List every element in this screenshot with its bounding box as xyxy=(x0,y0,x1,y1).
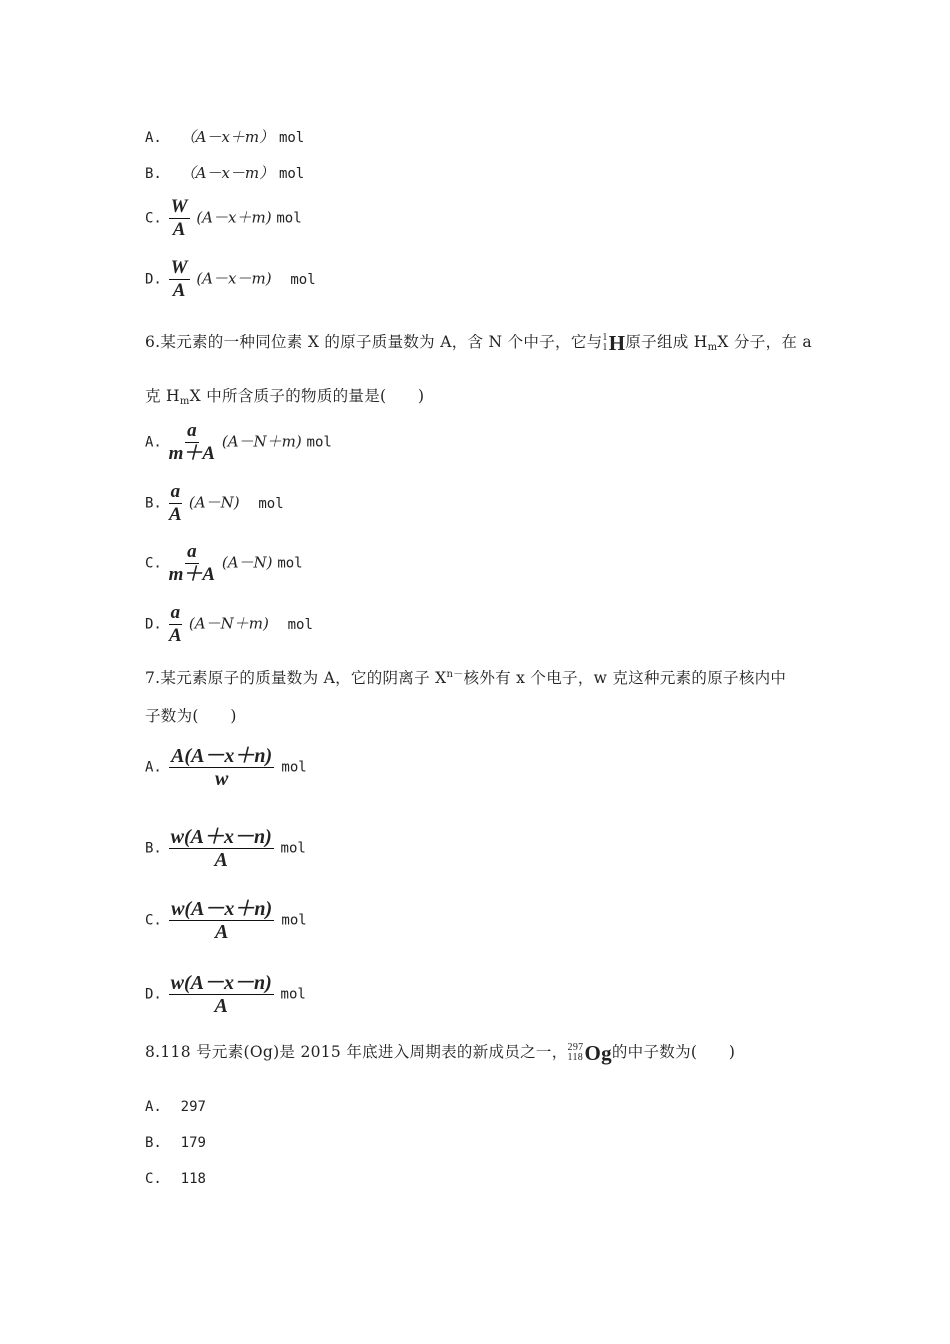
fraction-numerator: A(A－x＋n) xyxy=(171,745,273,767)
option-unit: mol xyxy=(281,912,307,929)
fraction-numerator: a xyxy=(170,481,181,502)
fraction-numerator: a xyxy=(187,541,197,562)
option-value: 118 xyxy=(180,1171,206,1187)
option-letter: B. xyxy=(145,166,162,182)
q7-option-b xyxy=(145,826,306,871)
option-unit: mol xyxy=(280,840,306,857)
q7-option-a xyxy=(145,745,307,790)
stem-text: 6.某元素的一种同位素 X 的原子质量数为 A，含 N 个中子，它与 xyxy=(145,333,603,351)
option-letter: A. xyxy=(145,1099,162,1115)
q6-option-a xyxy=(145,420,332,465)
q6-stem-line1 xyxy=(145,332,812,358)
option-expression: (A－x－m) xyxy=(196,269,272,288)
option-letter: C. xyxy=(145,1171,162,1187)
q5-option-c xyxy=(145,196,302,241)
fraction-denominator: m＋A xyxy=(168,564,216,585)
option-letter: B. xyxy=(145,495,162,512)
option-letter: C. xyxy=(145,210,162,227)
option-unit: mol xyxy=(280,986,306,1003)
option-unit: mol xyxy=(276,210,302,227)
q7-option-c xyxy=(145,898,307,943)
q5-option-a xyxy=(145,127,304,148)
q8-option-b xyxy=(145,1132,206,1153)
stem-text: 克 H xyxy=(145,387,180,405)
atomic-number: 1 xyxy=(602,342,608,353)
option-unit: mol xyxy=(306,434,332,451)
mass-number: 297 xyxy=(567,1042,584,1053)
stem-text: X 中所含质子的物质的量是( ) xyxy=(189,387,425,405)
q8-option-a xyxy=(145,1096,206,1117)
fraction-denominator: A xyxy=(169,504,182,525)
option-letter: C. xyxy=(145,912,162,929)
option-expression: (A－N) xyxy=(221,553,273,572)
q7-option-d xyxy=(145,972,306,1017)
option-value: 179 xyxy=(180,1135,206,1151)
option-unit: mol xyxy=(281,759,307,776)
stem-text: 8.118 号元素(Og)是 2015 年底进入周期表的新成员之一， xyxy=(145,1043,568,1061)
option-letter: D. xyxy=(145,271,162,288)
fraction-denominator: A xyxy=(169,625,182,646)
option-expression: (A－N＋m) xyxy=(188,614,269,633)
subscript: m xyxy=(707,342,718,353)
fraction-denominator: A xyxy=(172,280,186,301)
option-expression: （A－x＋m） xyxy=(180,128,275,146)
fraction-numerator: w(A＋x－n) xyxy=(170,826,272,848)
option-letter: B. xyxy=(145,840,162,857)
q6-option-c xyxy=(145,541,303,586)
fraction-numerator: a xyxy=(187,420,197,441)
option-unit: mol xyxy=(258,495,284,512)
fraction xyxy=(169,541,215,586)
fraction-denominator: m＋A xyxy=(168,443,216,464)
q5-option-d xyxy=(145,257,316,302)
fraction-numerator: w(A－x－n) xyxy=(170,972,272,994)
q7-stem-line1 xyxy=(145,665,786,688)
option-unit: mol xyxy=(277,555,303,572)
hydrogen-nuclide xyxy=(602,333,625,353)
q7-stem-line2 xyxy=(145,706,237,726)
stem-text: 原子组成 H xyxy=(625,333,708,351)
fraction xyxy=(169,481,183,526)
option-unit: mol xyxy=(290,271,316,288)
option-expression: (A－x＋m) xyxy=(196,208,272,227)
fraction-denominator: w xyxy=(214,768,229,790)
fraction xyxy=(169,196,190,241)
option-letter: A. xyxy=(145,130,162,146)
fraction xyxy=(169,898,275,943)
stem-text: 7.某元素原子的质量数为 A，它的阴离子 X xyxy=(145,669,447,687)
fraction-numerator: W xyxy=(170,196,188,217)
fraction xyxy=(169,602,183,647)
option-letter: D. xyxy=(145,986,162,1003)
q6-option-d xyxy=(145,602,313,647)
element-symbol: H xyxy=(608,331,626,355)
fraction-denominator: A xyxy=(214,921,229,943)
q8-stem xyxy=(145,1042,735,1063)
fraction xyxy=(169,420,215,465)
option-unit: mol xyxy=(278,130,305,146)
subscript: m xyxy=(179,396,190,407)
stem-text: 子数为( ) xyxy=(145,707,237,725)
q6-stem-line2 xyxy=(145,386,424,412)
superscript: n－ xyxy=(446,669,464,680)
fraction xyxy=(169,972,274,1017)
stem-text: 核外有 x 个电子，w 克这种元素的原子核内中 xyxy=(463,669,787,687)
option-unit: mol xyxy=(278,166,305,182)
option-unit: mol xyxy=(287,616,313,633)
fraction-denominator: A xyxy=(172,219,186,240)
q8-option-c xyxy=(145,1168,206,1189)
fraction-numerator: W xyxy=(170,257,188,278)
option-value: 297 xyxy=(180,1099,206,1115)
fraction-denominator: A xyxy=(214,995,228,1017)
option-letter: B. xyxy=(145,1135,162,1151)
fraction-numerator: w(A－x＋n) xyxy=(171,898,273,920)
option-letter: A. xyxy=(145,434,162,451)
fraction xyxy=(169,826,274,871)
option-expression: （A－x－m） xyxy=(180,164,275,182)
fraction-numerator: a xyxy=(170,602,181,623)
fraction-denominator: A xyxy=(214,849,228,871)
element-symbol: Og xyxy=(584,1041,612,1065)
q6-option-b xyxy=(145,481,284,526)
option-letter: A. xyxy=(145,759,162,776)
stem-text: 的中子数为( ) xyxy=(611,1043,736,1061)
option-letter: D. xyxy=(145,616,162,633)
fraction xyxy=(169,745,275,790)
option-expression: (A－N＋m) xyxy=(221,432,302,451)
option-expression: (A－N) xyxy=(188,493,240,512)
option-letter: C. xyxy=(145,555,162,572)
mass-number: 1 xyxy=(602,332,608,343)
atomic-number: 118 xyxy=(567,1052,584,1063)
oganesson-nuclide xyxy=(568,1043,612,1063)
q5-option-b xyxy=(145,163,304,184)
stem-text: X 分子，在 a xyxy=(717,333,812,351)
fraction xyxy=(169,257,190,302)
